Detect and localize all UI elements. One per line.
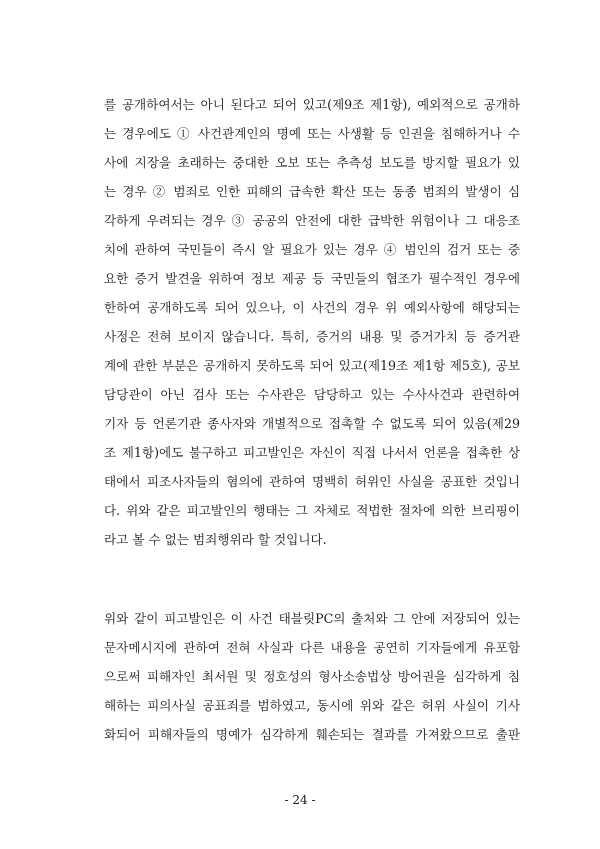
paragraph-line: 라고 볼 수 없는 범죄행위라 할 것입니다. bbox=[104, 532, 327, 547]
paragraph-line: 기자 등 언론기관 종사자와 개별적으로 접촉할 수 없도록 되어 있음(제29 bbox=[104, 416, 520, 431]
paragraph-line: 요한 증거 발견을 위하여 정보 제공 등 국민들의 협조가 필수적인 경우에 bbox=[104, 271, 520, 286]
paragraph-line: 위와 같이 피고발인은 이 사건 태블릿PC의 출처와 그 안에 저장되어 있는 bbox=[104, 611, 520, 626]
paragraph-2 bbox=[104, 604, 520, 749]
paragraph-line: 각하게 우려되는 경우 ③ 공공의 안전에 대한 급박한 위험이나 그 대응조 bbox=[104, 213, 520, 228]
paragraph-line: 문자메시지에 관하여 전혀 사실과 다른 내용을 공연히 기자들에게 유포함 bbox=[104, 640, 520, 655]
paragraph-line: 한하여 공개하도록 되어 있으나, 이 사건의 경우 위 예외사항에 해당되는 bbox=[104, 300, 520, 315]
paragraph-line: 는 경우에도 ① 사건관계인의 명예 또는 사생활 등 인권을 침해하거나 수 bbox=[104, 126, 520, 141]
paragraph-line: 를 공개하여서는 아니 된다고 되어 있고(제9조 제1항), 예외적으로 공개하 bbox=[104, 97, 520, 112]
paragraph-line: 해하는 피의사실 공표죄를 범하였고, 동시에 위와 같은 허위 사실이 기사 bbox=[104, 698, 520, 713]
paragraph-line: 사정은 전혀 보이지 않습니다. 특히, 증거의 내용 및 증거가치 등 증거관 bbox=[104, 329, 520, 344]
paragraph-line: 다. 위와 같은 피고발인의 행태는 그 자체로 적법한 절차에 의한 브리핑이 bbox=[104, 503, 520, 518]
paragraph-line: 사에 지장을 초래하는 중대한 오보 또는 추측성 보도를 방지할 필요가 있 bbox=[104, 155, 520, 170]
page-number: - 24 - bbox=[284, 793, 316, 807]
paragraph-line: 조 제1항)에도 불구하고 피고발인은 자신이 직접 나서서 언론을 접촉한 상 bbox=[104, 445, 520, 460]
paragraph-line: 는 경우 ② 범죄로 인한 피해의 급속한 확산 또는 동종 범죄의 발생이 심 bbox=[104, 184, 520, 199]
paragraph-1 bbox=[104, 90, 520, 554]
paragraph-line: 치에 관하여 국민들이 즉시 알 필요가 있는 경우 ④ 범인의 검거 또는 중 bbox=[104, 242, 520, 257]
paragraph-line: 화되어 피해자들의 명예가 심각하게 훼손되는 결과를 가져왔으므로 출판 bbox=[104, 727, 520, 742]
paragraph-line: 태에서 피조사자들의 혐의에 관하여 명백히 허위인 사실을 공표한 것입니 bbox=[104, 474, 520, 489]
paragraph-line: 담당관이 아닌 검사 또는 수사관은 담당하고 있는 수사사건과 관련하여 bbox=[104, 387, 520, 402]
paragraph-line: 계에 관한 부분은 공개하지 못하도록 되어 있고(제19조 제1항 제5호), 공보 bbox=[104, 358, 520, 373]
paragraph-line: 으로써 피해자인 최서원 및 정호성의 형사소송법상 방어권을 심각하게 침 bbox=[104, 669, 520, 684]
